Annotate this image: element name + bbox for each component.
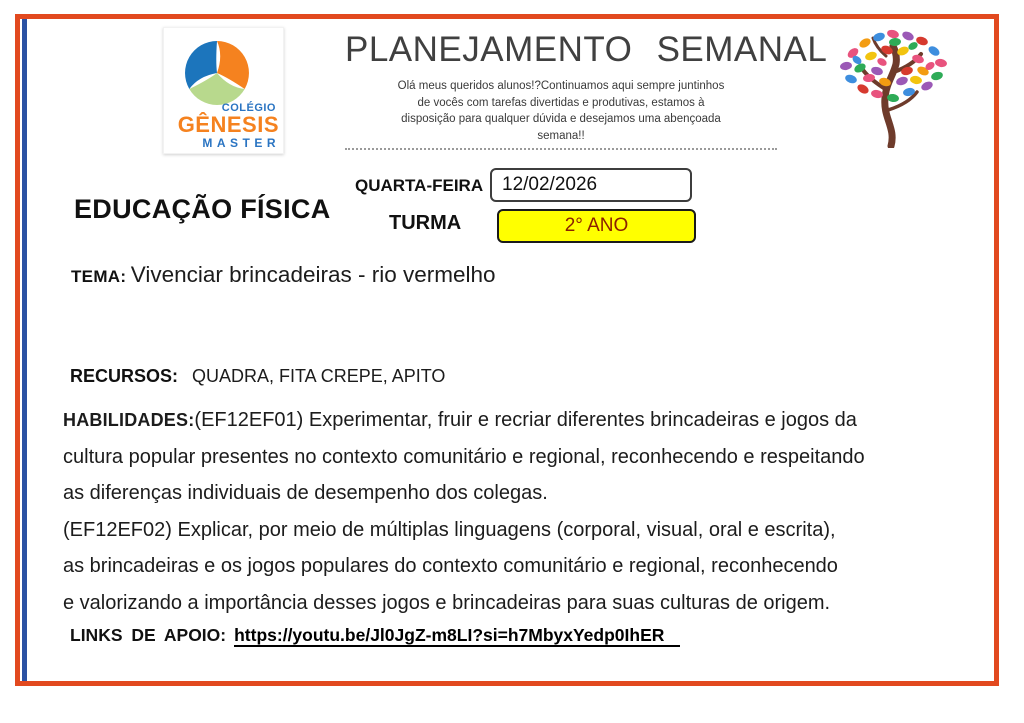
- welcome-message: [345, 78, 777, 144]
- recursos-value: QUADRA, FITA CREPE, APITO: [192, 366, 446, 386]
- logo-text-genesis: GÊNESIS: [177, 112, 279, 137]
- habilidades-block: [63, 402, 968, 622]
- tema-value: Vivenciar brincadeiras - rio vermelho: [130, 262, 496, 287]
- turma-label: TURMA: [389, 212, 462, 234]
- colorful-tree-icon: [835, 26, 953, 148]
- weekday-label: QUARTA-FEIRA: [355, 176, 484, 195]
- logo-text-colegio: COLÉGIO: [221, 102, 276, 114]
- habilidades-line: cultura popular presentes no contexto comunitário e regional, reconhecendo e respeitando: [63, 445, 865, 468]
- logo-text-master: MASTER: [202, 136, 280, 150]
- subject-title: EDUCAÇÃO FÍSICA: [74, 194, 331, 224]
- links-label: LINKS DE APOIO:: [70, 625, 227, 645]
- welcome-message-line: semana!!: [537, 129, 585, 142]
- welcome-message-line: Olá meus queridos alunos!?Continuamos aqui sempre juntinhos: [397, 80, 725, 92]
- logo-swirl-icon: [177, 33, 257, 113]
- habilidades-text: (EF12EF01) Experimentar, fruir e recriar diferentes brincadeiras e jogos da: [194, 409, 857, 431]
- recursos-row: [70, 366, 445, 387]
- links-row: [70, 625, 680, 646]
- header-block: [345, 30, 828, 150]
- habilidades-line: as diferenças individuais de desempenho dos colegas.: [63, 482, 548, 505]
- date-field[interactable]: 12/02/2026: [490, 168, 692, 202]
- support-link[interactable]: https://youtu.be/Jl0JgZ-m8LI?si=h7MbyxYedp0IhER: [234, 625, 680, 647]
- welcome-message-line: de vocês com tarefas divertidas e produtivas, estamos à: [417, 96, 705, 109]
- school-logo: [163, 27, 284, 154]
- tema-row: [71, 262, 496, 288]
- page-title: PLANEJAMENTO SEMANAL: [345, 30, 828, 69]
- habilidades-label: HABILIDADES:: [63, 410, 195, 430]
- habilidades-line: [63, 402, 968, 439]
- turma-field[interactable]: 2° ANO: [497, 209, 696, 243]
- habilidades-line: (EF12EF02) Explicar, por meio de múltiplas linguagens (corporal, visual, oral e escrita),: [63, 518, 836, 541]
- tema-label: TEMA:: [71, 267, 127, 286]
- welcome-message-line: disposição para qualquer dúvida e desejamos uma abençoada: [401, 113, 721, 125]
- left-blue-accent-line: [22, 19, 27, 681]
- habilidades-line: e valorizando a importância desses jogos e brincadeiras para suas culturas de origem.: [63, 591, 831, 614]
- habilidades-line: as brincadeiras e os jogos populares do contexto comunitário e regional, reconhecendo: [63, 555, 838, 578]
- recursos-label: RECURSOS:: [70, 366, 179, 386]
